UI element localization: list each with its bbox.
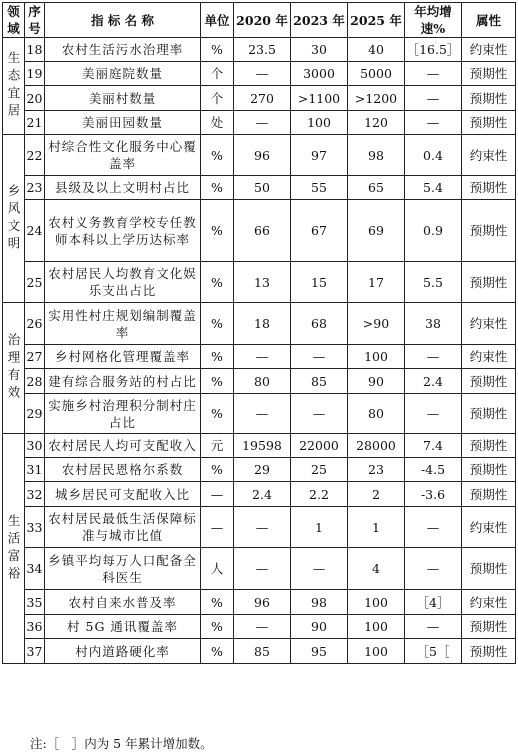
unit-cell: %: [201, 394, 234, 434]
table-row: [3, 135, 516, 176]
unit-cell: %: [201, 135, 234, 176]
attr-cell: 预期性: [462, 639, 516, 664]
y2025-cell: >1200: [348, 86, 405, 111]
y2025-cell: 120: [348, 111, 405, 135]
y2020-cell: —: [234, 345, 291, 369]
attr-cell: 预期性: [462, 111, 516, 135]
header-seq: 序号: [25, 3, 45, 38]
name-cell: 美丽庭院数量: [45, 62, 201, 86]
seq-cell: 25: [25, 262, 45, 303]
y2025-cell: 100: [348, 615, 405, 639]
growth-cell: -3.6: [405, 482, 462, 507]
growth-cell: -4.5: [405, 458, 462, 482]
attr-cell: 预期性: [462, 262, 516, 303]
table-row: [3, 458, 516, 482]
table-row: [3, 548, 516, 590]
seq-cell: 28: [25, 369, 45, 394]
unit-cell: %: [201, 345, 234, 369]
header-name: 指 标 名 称: [45, 3, 201, 38]
y2020-cell: 66: [234, 200, 291, 262]
y2025-cell: 40: [348, 38, 405, 62]
seq-cell: 22: [25, 135, 45, 176]
unit-cell: %: [201, 200, 234, 262]
name-cell: 美丽村数量: [45, 86, 201, 111]
name-cell: 乡镇平均每万人口配备全科医生: [45, 548, 201, 590]
seq-cell: 31: [25, 458, 45, 482]
name-cell: 美丽田园数量: [45, 111, 201, 135]
table-row: [3, 434, 516, 458]
seq-cell: 20: [25, 86, 45, 111]
attr-cell: 预期性: [462, 176, 516, 200]
name-cell: 农村居民人均教育文化娱乐支出占比: [45, 262, 201, 303]
growth-cell: ［5［: [405, 639, 462, 664]
y2020-cell: 23.5: [234, 38, 291, 62]
y2023-cell: 85: [291, 369, 348, 394]
y2025-cell: 100: [348, 639, 405, 664]
attr-cell: 预期性: [462, 458, 516, 482]
y2023-cell: 90: [291, 615, 348, 639]
attr-cell: 约束性: [462, 507, 516, 548]
header-2025: 2025 年: [348, 3, 405, 38]
table-row: [3, 369, 516, 394]
table-row: [3, 62, 516, 86]
seq-cell: 33: [25, 507, 45, 548]
unit-cell: %: [201, 615, 234, 639]
y2020-cell: 96: [234, 135, 291, 176]
name-cell: 农村义务教育学校专任教师本科以上学历达标率: [45, 200, 201, 262]
table-row: [3, 507, 516, 548]
attr-cell: 预期性: [462, 86, 516, 111]
attr-cell: 预期性: [462, 615, 516, 639]
unit-cell: —: [201, 482, 234, 507]
header-unit: 单位: [201, 3, 234, 38]
growth-cell: 0.9: [405, 200, 462, 262]
growth-cell: 5.5: [405, 262, 462, 303]
header-growth: 年均增速%: [405, 3, 462, 38]
unit-cell: 元: [201, 434, 234, 458]
table-row: [3, 176, 516, 200]
y2020-cell: —: [234, 62, 291, 86]
y2023-cell: 55: [291, 176, 348, 200]
name-cell: 农村自来水普及率: [45, 590, 201, 615]
attr-cell: 预期性: [462, 548, 516, 590]
y2025-cell: 4: [348, 548, 405, 590]
y2023-cell: —: [291, 548, 348, 590]
unit-cell: %: [201, 303, 234, 345]
growth-cell: 2.4: [405, 369, 462, 394]
unit-cell: 个: [201, 62, 234, 86]
growth-cell: —: [405, 86, 462, 111]
seq-cell: 24: [25, 200, 45, 262]
growth-cell: ［16.5］: [405, 38, 462, 62]
y2023-cell: 97: [291, 135, 348, 176]
y2025-cell: 1: [348, 507, 405, 548]
unit-cell: 处: [201, 111, 234, 135]
seq-cell: 32: [25, 482, 45, 507]
seq-cell: 27: [25, 345, 45, 369]
attr-cell: 约束性: [462, 303, 516, 345]
name-cell: 县级及以上文明村占比: [45, 176, 201, 200]
header-2020: 2020 年: [234, 3, 291, 38]
indicator-table: [2, 2, 516, 664]
attr-cell: 约束性: [462, 345, 516, 369]
attr-cell: 约束性: [462, 135, 516, 176]
seq-cell: 35: [25, 590, 45, 615]
seq-cell: 36: [25, 615, 45, 639]
attr-cell: 预期性: [462, 394, 516, 434]
y2020-cell: 85: [234, 639, 291, 664]
table-note: 注:［ ］内为 5 年累计增加数。: [30, 736, 213, 751]
growth-cell: —: [405, 345, 462, 369]
growth-cell: —: [405, 615, 462, 639]
domain-cell: 生活富裕: [3, 434, 25, 664]
y2020-cell: 18: [234, 303, 291, 345]
attr-cell: 预期性: [462, 369, 516, 394]
name-cell: 农村居民最低生活保障标准与城市比值: [45, 507, 201, 548]
attr-cell: 约束性: [462, 590, 516, 615]
y2023-cell: 68: [291, 303, 348, 345]
y2020-cell: 2.4: [234, 482, 291, 507]
y2025-cell: 100: [348, 590, 405, 615]
seq-cell: 21: [25, 111, 45, 135]
header-2023: 2023 年: [291, 3, 348, 38]
attr-cell: 预期性: [462, 62, 516, 86]
y2025-cell: 80: [348, 394, 405, 434]
table-row: [3, 345, 516, 369]
domain-cell: 生态宜居: [3, 38, 25, 135]
table-row: [3, 303, 516, 345]
growth-cell: 7.4: [405, 434, 462, 458]
y2023-cell: 100: [291, 111, 348, 135]
growth-cell: —: [405, 111, 462, 135]
table-row: [3, 200, 516, 262]
y2023-cell: >1100: [291, 86, 348, 111]
y2023-cell: 98: [291, 590, 348, 615]
y2020-cell: 13: [234, 262, 291, 303]
y2025-cell: 2: [348, 482, 405, 507]
name-cell: 村综合性文化服务中心覆盖率: [45, 135, 201, 176]
domain-cell: 乡风文明: [3, 135, 25, 303]
y2023-cell: 67: [291, 200, 348, 262]
y2025-cell: 23: [348, 458, 405, 482]
unit-cell: 个: [201, 86, 234, 111]
seq-cell: 23: [25, 176, 45, 200]
y2020-cell: —: [234, 111, 291, 135]
y2023-cell: 1: [291, 507, 348, 548]
y2025-cell: 5000: [348, 62, 405, 86]
unit-cell: %: [201, 38, 234, 62]
seq-cell: 18: [25, 38, 45, 62]
unit-cell: %: [201, 458, 234, 482]
y2020-cell: —: [234, 548, 291, 590]
y2023-cell: 25: [291, 458, 348, 482]
table-row: [3, 262, 516, 303]
name-cell: 村内道路硬化率: [45, 639, 201, 664]
growth-cell: —: [405, 548, 462, 590]
unit-cell: %: [201, 262, 234, 303]
y2020-cell: —: [234, 394, 291, 434]
y2023-cell: 15: [291, 262, 348, 303]
name-cell: 实施乡村治理积分制村庄占比: [45, 394, 201, 434]
y2025-cell: 90: [348, 369, 405, 394]
y2023-cell: 30: [291, 38, 348, 62]
y2025-cell: 17: [348, 262, 405, 303]
growth-cell: —: [405, 507, 462, 548]
growth-cell: 5.4: [405, 176, 462, 200]
table-row: [3, 590, 516, 615]
name-cell: 村 5G 通讯覆盖率: [45, 615, 201, 639]
unit-cell: —: [201, 507, 234, 548]
attr-cell: 约束性: [462, 38, 516, 62]
growth-cell: —: [405, 394, 462, 434]
y2025-cell: >90: [348, 303, 405, 345]
header-attr: 属性: [462, 3, 516, 38]
y2020-cell: 19598: [234, 434, 291, 458]
seq-cell: 26: [25, 303, 45, 345]
y2025-cell: 69: [348, 200, 405, 262]
unit-cell: 人: [201, 548, 234, 590]
seq-cell: 29: [25, 394, 45, 434]
table-row: [3, 38, 516, 62]
name-cell: 乡村网格化管理覆盖率: [45, 345, 201, 369]
growth-cell: 0.4: [405, 135, 462, 176]
domain-cell: 治理有效: [3, 303, 25, 434]
y2023-cell: —: [291, 345, 348, 369]
unit-cell: %: [201, 590, 234, 615]
attr-cell: 预期性: [462, 200, 516, 262]
y2023-cell: —: [291, 394, 348, 434]
y2023-cell: 3000: [291, 62, 348, 86]
table-row: [3, 111, 516, 135]
header-row: [3, 3, 516, 38]
name-cell: 农村居民人均可支配收入: [45, 434, 201, 458]
table-row: [3, 482, 516, 507]
unit-cell: %: [201, 639, 234, 664]
unit-cell: %: [201, 369, 234, 394]
seq-cell: 30: [25, 434, 45, 458]
y2025-cell: 28000: [348, 434, 405, 458]
name-cell: 农村居民恩格尔系数: [45, 458, 201, 482]
name-cell: 实用性村庄规划编制覆盖率: [45, 303, 201, 345]
table-row: [3, 639, 516, 664]
y2025-cell: 100: [348, 345, 405, 369]
growth-cell: —: [405, 62, 462, 86]
y2025-cell: 65: [348, 176, 405, 200]
y2023-cell: 2.2: [291, 482, 348, 507]
y2020-cell: —: [234, 507, 291, 548]
y2020-cell: 270: [234, 86, 291, 111]
name-cell: 建有综合服务站的村占比: [45, 369, 201, 394]
attr-cell: 预期性: [462, 482, 516, 507]
table-row: [3, 394, 516, 434]
table-row: [3, 615, 516, 639]
y2020-cell: 29: [234, 458, 291, 482]
y2020-cell: 96: [234, 590, 291, 615]
y2020-cell: 80: [234, 369, 291, 394]
y2023-cell: 22000: [291, 434, 348, 458]
name-cell: 城乡居民可支配收入比: [45, 482, 201, 507]
unit-cell: %: [201, 176, 234, 200]
y2023-cell: 95: [291, 639, 348, 664]
name-cell: 农村生活污水治理率: [45, 38, 201, 62]
growth-cell: ［4］: [405, 590, 462, 615]
growth-cell: 38: [405, 303, 462, 345]
seq-cell: 37: [25, 639, 45, 664]
seq-cell: 34: [25, 548, 45, 590]
header-domain: 领域: [3, 3, 25, 38]
attr-cell: 预期性: [462, 434, 516, 458]
y2025-cell: 98: [348, 135, 405, 176]
y2020-cell: —: [234, 615, 291, 639]
table-row: [3, 86, 516, 111]
seq-cell: 19: [25, 62, 45, 86]
y2020-cell: 50: [234, 176, 291, 200]
